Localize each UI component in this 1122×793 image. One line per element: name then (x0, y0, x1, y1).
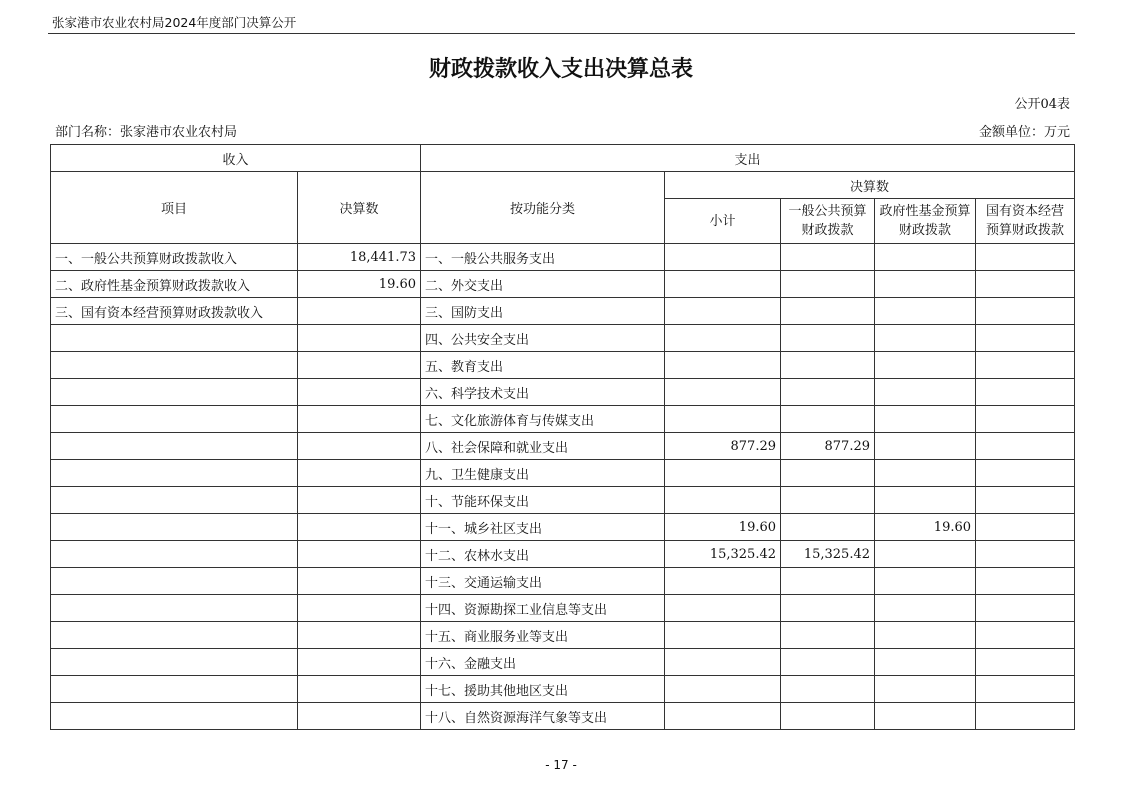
income-amount-cell (298, 595, 421, 622)
subtotal-cell (665, 487, 781, 514)
state-capital-cell (976, 703, 1075, 730)
department-name: 部门名称：张家港市农业农村局 (55, 125, 238, 140)
running-header: 张家港市农业农村局2024年度部门决算公开 (52, 15, 297, 30)
state-capital-cell (976, 595, 1075, 622)
general-budget-header: 一般公共预算财政拨款 (781, 199, 875, 244)
income-amount-cell (298, 406, 421, 433)
expenditure-item-cell: 十、节能环保支出 (421, 487, 665, 514)
table-row (51, 298, 1075, 325)
income-amount-cell (298, 325, 421, 352)
amount-unit: 金额单位：万元 (978, 125, 1070, 140)
income-item-cell (51, 676, 298, 703)
general-budget-cell: 15,325.42 (781, 541, 875, 568)
expenditure-item-cell: 五、教育支出 (421, 352, 665, 379)
general-budget-cell (781, 676, 875, 703)
general-budget-cell (781, 595, 875, 622)
income-amount-cell (298, 460, 421, 487)
gov-fund-cell (875, 487, 976, 514)
table-row (51, 514, 1075, 541)
expenditure-item-cell: 十四、资源勘探工业信息等支出 (421, 595, 665, 622)
gov-fund-cell (875, 352, 976, 379)
income-item-cell: 三、国有资本经营预算财政拨款收入 (51, 298, 298, 325)
header-rule (48, 33, 1075, 34)
page-number: - 17 - (545, 758, 577, 772)
form-code: 公开04表 (1014, 97, 1070, 112)
income-item-cell: 二、政府性基金预算财政拨款收入 (51, 271, 298, 298)
gov-fund-cell (875, 406, 976, 433)
income-amount-cell (298, 649, 421, 676)
exp-amount-header: 决算数 (665, 172, 1075, 199)
subtotal-cell (665, 568, 781, 595)
subtotal-cell: 19.60 (665, 514, 781, 541)
subtotal-cell (665, 298, 781, 325)
income-item-cell (51, 352, 298, 379)
gov-fund-cell (875, 244, 976, 271)
subtotal-cell (665, 622, 781, 649)
income-item-cell (51, 325, 298, 352)
gov-fund-cell: 19.60 (875, 514, 976, 541)
income-amount-cell: 18,441.73 (298, 244, 421, 271)
state-capital-cell (976, 568, 1075, 595)
income-item-cell (51, 703, 298, 730)
state-capital-cell (976, 460, 1075, 487)
income-amount-cell (298, 433, 421, 460)
state-capital-cell (976, 244, 1075, 271)
general-budget-cell (781, 406, 875, 433)
table-row (51, 406, 1075, 433)
income-amount-cell: 19.60 (298, 271, 421, 298)
expenditure-item-cell: 四、公共安全支出 (421, 325, 665, 352)
subtotal-cell (665, 325, 781, 352)
general-budget-cell (781, 514, 875, 541)
gov-fund-cell (875, 541, 976, 568)
expenditure-item-cell: 十八、自然资源海洋气象等支出 (421, 703, 665, 730)
subtotal-header: 小计 (665, 199, 781, 244)
expenditure-item-cell: 十三、交通运输支出 (421, 568, 665, 595)
subtotal-cell (665, 244, 781, 271)
subtotal-cell (665, 595, 781, 622)
income-item-cell (51, 595, 298, 622)
state-capital-cell (976, 649, 1075, 676)
expenditure-item-cell: 九、卫生健康支出 (421, 460, 665, 487)
income-item-cell (51, 379, 298, 406)
income-item-cell (51, 568, 298, 595)
state-capital-cell (976, 406, 1075, 433)
expenditure-item-cell: 十一、城乡社区支出 (421, 514, 665, 541)
state-capital-cell (976, 487, 1075, 514)
state-capital-cell (976, 541, 1075, 568)
income-amount-cell (298, 514, 421, 541)
income-item-cell (51, 514, 298, 541)
gov-fund-cell (875, 298, 976, 325)
income-item-cell (51, 406, 298, 433)
income-item-cell (51, 433, 298, 460)
page-title: 财政拨款收入支出决算总表 (428, 57, 693, 82)
table-row (51, 487, 1075, 514)
table-row (51, 460, 1075, 487)
table-row (51, 676, 1075, 703)
income-amount-cell (298, 568, 421, 595)
general-budget-cell (781, 460, 875, 487)
general-budget-cell (781, 325, 875, 352)
income-amount-cell (298, 703, 421, 730)
item-header: 项目 (51, 172, 298, 244)
income-header: 收入 (51, 145, 421, 172)
expenditure-item-cell: 二、外交支出 (421, 271, 665, 298)
state-capital-header: 国有资本经营预算财政拨款 (976, 199, 1075, 244)
general-budget-cell (781, 271, 875, 298)
subtotal-cell (665, 649, 781, 676)
expenditure-item-cell: 十六、金融支出 (421, 649, 665, 676)
subtotal-cell (665, 406, 781, 433)
gov-fund-cell (875, 649, 976, 676)
state-capital-cell (976, 622, 1075, 649)
table-row (51, 595, 1075, 622)
table-row (51, 379, 1075, 406)
gov-fund-cell (875, 271, 976, 298)
income-amount-cell (298, 352, 421, 379)
gov-fund-cell (875, 703, 976, 730)
income-item-cell (51, 541, 298, 568)
gov-fund-cell (875, 325, 976, 352)
budget-table (50, 144, 1075, 730)
state-capital-cell (976, 352, 1075, 379)
general-budget-cell (781, 622, 875, 649)
income-amount-cell (298, 676, 421, 703)
subtotal-cell (665, 379, 781, 406)
gov-fund-cell (875, 460, 976, 487)
state-capital-cell (976, 514, 1075, 541)
general-budget-cell (781, 703, 875, 730)
gov-fund-cell (875, 568, 976, 595)
table-row (51, 433, 1075, 460)
income-item-cell (51, 487, 298, 514)
income-amount-header: 决算数 (298, 172, 421, 244)
income-item-cell: 一、一般公共预算财政拨款收入 (51, 244, 298, 271)
expenditure-header: 支出 (421, 145, 1075, 172)
expenditure-item-cell: 一、一般公共服务支出 (421, 244, 665, 271)
gov-fund-header: 政府性基金预算财政拨款 (875, 199, 976, 244)
income-item-cell (51, 649, 298, 676)
state-capital-cell (976, 433, 1075, 460)
gov-fund-cell (875, 676, 976, 703)
subtotal-cell (665, 676, 781, 703)
subtotal-cell (665, 271, 781, 298)
gov-fund-cell (875, 622, 976, 649)
state-capital-cell (976, 676, 1075, 703)
expenditure-item-cell: 八、社会保障和就业支出 (421, 433, 665, 460)
table-row (51, 352, 1075, 379)
state-capital-cell (976, 271, 1075, 298)
table-row (51, 325, 1075, 352)
expenditure-item-cell: 六、科学技术支出 (421, 379, 665, 406)
expenditure-item-cell: 十二、农林水支出 (421, 541, 665, 568)
gov-fund-cell (875, 379, 976, 406)
expenditure-item-cell: 七、文化旅游体育与传媒支出 (421, 406, 665, 433)
income-amount-cell (298, 298, 421, 325)
function-class-header: 按功能分类 (421, 172, 665, 244)
table-row (51, 244, 1075, 271)
table-row (51, 703, 1075, 730)
general-budget-cell (781, 649, 875, 676)
state-capital-cell (976, 325, 1075, 352)
expenditure-item-cell: 三、国防支出 (421, 298, 665, 325)
income-amount-cell (298, 622, 421, 649)
table-row (51, 541, 1075, 568)
general-budget-cell (781, 568, 875, 595)
subtotal-cell: 877.29 (665, 433, 781, 460)
income-amount-cell (298, 379, 421, 406)
general-budget-cell (781, 487, 875, 514)
subtotal-cell (665, 703, 781, 730)
state-capital-cell (976, 379, 1075, 406)
subtotal-cell (665, 352, 781, 379)
table-row (51, 649, 1075, 676)
general-budget-cell: 877.29 (781, 433, 875, 460)
expenditure-item-cell: 十五、商业服务业等支出 (421, 622, 665, 649)
general-budget-cell (781, 244, 875, 271)
expenditure-item-cell: 十七、援助其他地区支出 (421, 676, 665, 703)
general-budget-cell (781, 352, 875, 379)
income-amount-cell (298, 541, 421, 568)
subtotal-cell (665, 460, 781, 487)
table-row (51, 568, 1075, 595)
subtotal-cell: 15,325.42 (665, 541, 781, 568)
table-row (51, 271, 1075, 298)
gov-fund-cell (875, 595, 976, 622)
state-capital-cell (976, 298, 1075, 325)
income-amount-cell (298, 487, 421, 514)
table-row (51, 622, 1075, 649)
income-item-cell (51, 460, 298, 487)
income-item-cell (51, 622, 298, 649)
general-budget-cell (781, 298, 875, 325)
gov-fund-cell (875, 433, 976, 460)
general-budget-cell (781, 379, 875, 406)
